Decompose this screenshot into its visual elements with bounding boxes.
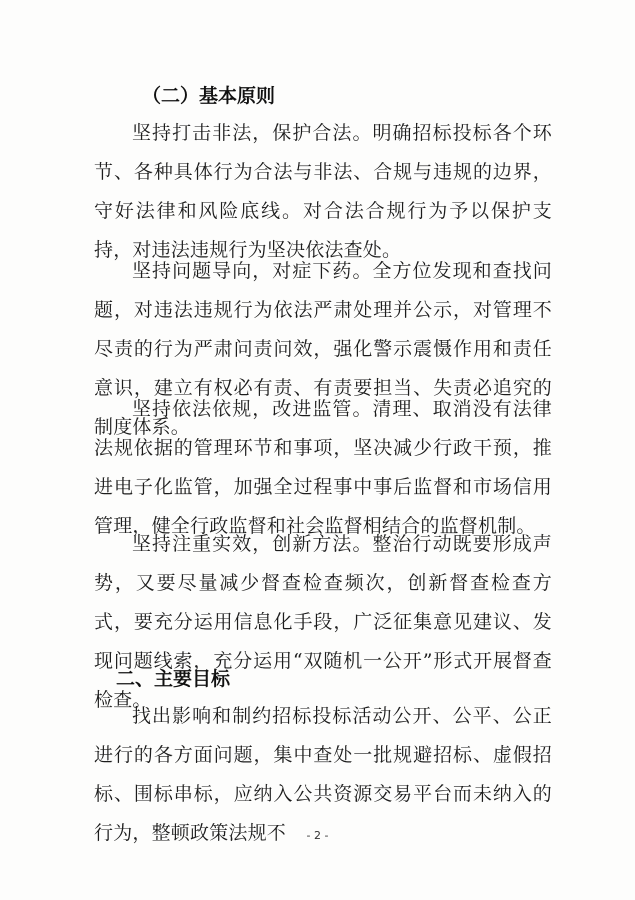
section-heading-basic-principles: （二）基本原则 <box>142 85 276 107</box>
paragraph-principle-legality: 坚持打击非法，保护合法。明确招标投标各个环节、各种具体行为合法与非法、合规与违规的边界，守好法律和风险底线。对合法合规行为予以保护支持，对违法违规行为坚决依法查处。 <box>94 122 552 261</box>
paragraph-principle-problem-oriented: 坚持问题导向，对症下药。全方位发现和查找问题，对违法违规行为依法严肃处理并公示，对管理不尽责的行为严肃问责问效，强化警示震慑作用和责任意识，建立有权必有责、有责要担当、失责必追究的制度体系。 <box>94 260 552 438</box>
paragraph-main-goals: 找出影响和制约招标投标活动公开、公平、公正进行的各方面问题，集中查处一批规避招标、虚假招标、围标串标，应纳入公共资源交易平台而未纳入的行为，整顿政策法规不 <box>94 705 552 844</box>
page-number: - 2 - <box>306 829 329 842</box>
paragraph-principle-lawful-supervision: 坚持依法依规，改进监管。清理、取消没有法律法规依据的管理环节和事项，坚决减少行政干预，推进电子化监管，加强全过程事中事后监督和市场信用管理，健全行政监督和社会监督相结合的监督机制。 <box>94 398 552 537</box>
section-heading-main-goals: 二、主要目标 <box>116 668 231 690</box>
paragraph-principle-effectiveness: 坚持注重实效，创新方法。整治行动既要形成声势，又要尽量减少督查检查频次，创新督查检查方式，要充分运用信息化手段，广泛征集意见建议、发现问题线索，充分运用“双随机一公开”形式开展督查检查。 <box>94 533 552 711</box>
